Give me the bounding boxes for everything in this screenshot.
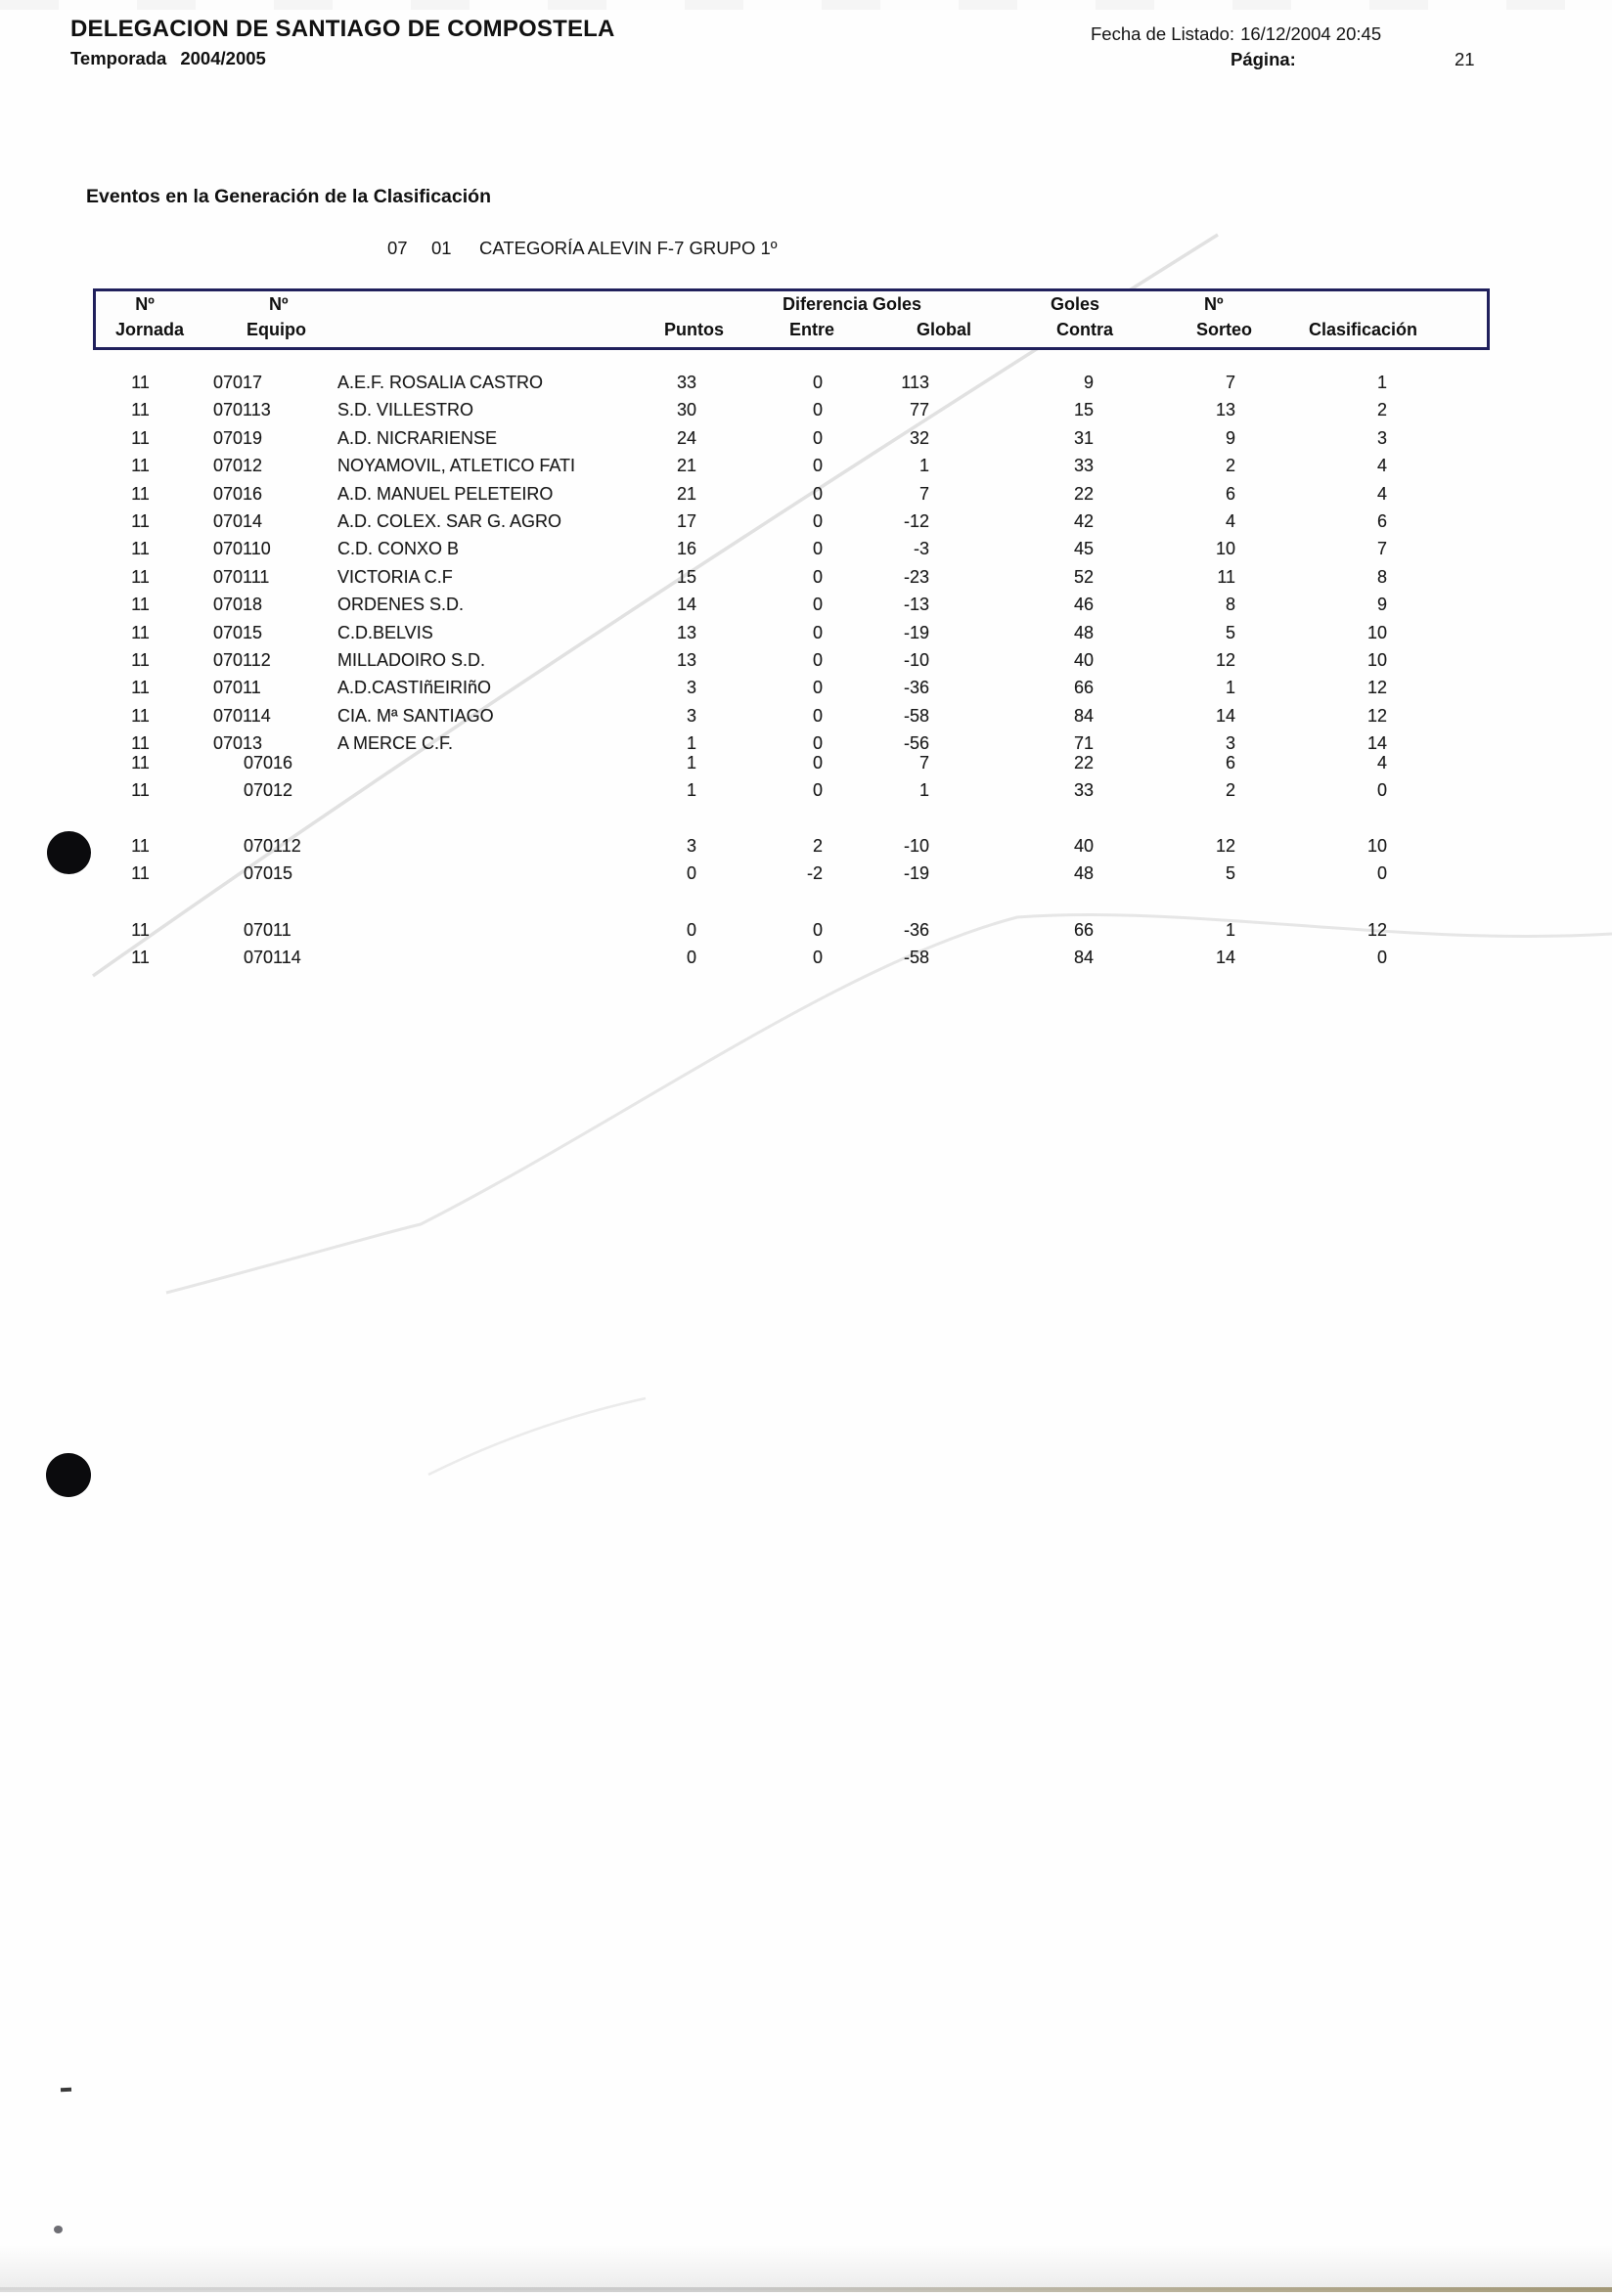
- table-row: [93, 916, 1490, 944]
- cell-sorteo: 4: [1225, 510, 1235, 531]
- table-row: [93, 452, 1490, 479]
- cell-sorteo: 11: [1217, 566, 1235, 587]
- cell-clasificacion: 0: [1376, 780, 1387, 801]
- pagina-label: Página:: [1231, 49, 1296, 69]
- col-header-sorteo-no: Nº: [1204, 294, 1224, 314]
- pagina-value: 21: [1455, 49, 1475, 69]
- table-row: [93, 396, 1490, 423]
- cell-team-name: C.D.BELVIS: [337, 622, 433, 642]
- cell-team-name: A.D.CASTIñEIRIñO: [337, 678, 492, 698]
- cell-diferencia-entre: 0: [812, 753, 823, 773]
- cell-equipo-number: 070114: [213, 705, 271, 726]
- cell-equipo-number: 07016: [213, 483, 263, 504]
- cell-jornada: 11: [131, 920, 150, 940]
- cell-team-name: [337, 944, 616, 971]
- cell-clasificacion: 10: [1366, 649, 1387, 670]
- cell-clasificacion: 2: [1376, 400, 1387, 420]
- cell-diferencia-global: -36: [903, 920, 929, 940]
- cell-jornada: 11: [131, 733, 150, 754]
- cell-sorteo: 2: [1225, 780, 1235, 801]
- cell-sorteo: 1: [1225, 920, 1235, 940]
- cell-goles-contra: 33: [1073, 456, 1094, 476]
- ink-dot-mark: [54, 2226, 63, 2233]
- cell-puntos: 3: [686, 836, 696, 856]
- cell-puntos: 0: [686, 863, 696, 884]
- cell-sorteo: 2: [1225, 456, 1235, 476]
- table-row: [93, 424, 1490, 452]
- cell-puntos: 30: [676, 400, 696, 420]
- hole-punch-mark-bottom: [46, 1453, 91, 1497]
- cell-equipo-number: 07013: [213, 733, 263, 754]
- col-header-sorteo: Sorteo: [1195, 320, 1252, 339]
- cell-diferencia-entre: -2: [806, 863, 823, 884]
- cell-clasificacion: 0: [1376, 863, 1387, 884]
- cell-equipo-number: 07019: [213, 427, 263, 448]
- cell-clasificacion: 4: [1376, 753, 1387, 773]
- table-row: [93, 508, 1490, 535]
- col-header-equipo: Equipo: [246, 320, 306, 339]
- cell-equipo-number: 070111: [213, 566, 270, 587]
- cell-goles-contra: 45: [1073, 539, 1094, 559]
- cell-diferencia-global: 77: [909, 400, 929, 420]
- cell-sorteo: 5: [1225, 863, 1235, 884]
- cell-diferencia-entre: 0: [812, 483, 823, 504]
- cell-puntos: 24: [676, 427, 696, 448]
- cell-diferencia-global: -56: [903, 733, 929, 754]
- temporada-label: Temporada: [70, 48, 167, 68]
- cell-puntos: 13: [676, 649, 696, 670]
- col-header-equipo-no: Nº: [269, 294, 289, 314]
- cell-goles-contra: 66: [1073, 678, 1094, 698]
- cell-sorteo: 12: [1215, 649, 1235, 670]
- cell-sorteo: 3: [1225, 733, 1235, 754]
- cell-diferencia-entre: 0: [812, 566, 823, 587]
- cell-diferencia-global: 7: [918, 753, 929, 773]
- cell-team-name: A MERCE C.F.: [337, 733, 454, 754]
- cell-team-name: [337, 860, 616, 887]
- cell-goles-contra: 71: [1073, 733, 1094, 754]
- cell-equipo-number: 07016: [244, 753, 293, 773]
- cell-equipo-number: 07014: [213, 510, 263, 531]
- cell-goles-contra: 40: [1073, 649, 1094, 670]
- col-header-clasificacion: Clasificación: [1309, 320, 1418, 339]
- col-header-goles: Goles: [1051, 294, 1100, 314]
- category-code-1: 07: [387, 238, 408, 258]
- table-header-box: [93, 288, 1490, 350]
- section-title: Eventos en la Generación de la Clasificación: [86, 186, 491, 207]
- cell-team-name: A.E.F. ROSALIA CASTRO: [337, 373, 544, 392]
- cell-jornada: 11: [131, 649, 150, 670]
- cell-diferencia-entre: 2: [812, 836, 823, 856]
- fecha-value: 16/12/2004 20:45: [1240, 23, 1382, 44]
- cell-jornada: 11: [131, 566, 150, 587]
- cell-sorteo: 7: [1225, 373, 1235, 392]
- cell-diferencia-global: -58: [903, 948, 929, 968]
- cell-puntos: 21: [676, 456, 696, 476]
- category-name: CATEGORÍA ALEVIN F-7 GRUPO 1º: [479, 238, 778, 258]
- cell-diferencia-global: 1: [918, 780, 929, 801]
- col-header-global: Global: [916, 320, 971, 339]
- cell-goles-contra: 40: [1073, 836, 1094, 856]
- cell-team-name: CIA. Mª SANTIAGO: [337, 705, 494, 726]
- cell-sorteo: 13: [1215, 400, 1235, 420]
- cell-diferencia-global: -23: [903, 566, 929, 587]
- document-title: DELEGACION DE SANTIAGO DE COMPOSTELA: [70, 16, 615, 42]
- cell-diferencia-entre: 0: [812, 649, 823, 670]
- cell-jornada: 11: [131, 705, 150, 726]
- cell-team-name: MILLADOIRO S.D.: [337, 649, 486, 670]
- cell-clasificacion: 12: [1366, 678, 1387, 698]
- cell-jornada: 11: [131, 456, 150, 476]
- cell-clasificacion: 3: [1376, 427, 1387, 448]
- cell-puntos: 16: [676, 539, 696, 559]
- table-row: [93, 674, 1490, 701]
- cell-clasificacion: 4: [1376, 483, 1387, 504]
- cell-equipo-number: 07011: [213, 678, 261, 698]
- cell-team-name: A.D. NICRARIENSE: [337, 427, 498, 448]
- cell-diferencia-entre: 0: [812, 539, 823, 559]
- standings-block-4: [93, 916, 1490, 972]
- col-header-diferencia-goles: Diferencia Goles: [783, 294, 922, 314]
- cell-puntos: 0: [686, 920, 696, 940]
- cell-clasificacion: 7: [1376, 539, 1387, 559]
- cell-goles-contra: 33: [1073, 780, 1094, 801]
- cell-diferencia-global: 32: [909, 427, 929, 448]
- cell-equipo-number: 070112: [244, 836, 301, 856]
- cell-clasificacion: 12: [1366, 920, 1387, 940]
- cell-clasificacion: 14: [1366, 733, 1387, 754]
- cell-team-name: [337, 776, 616, 804]
- cell-puntos: 17: [676, 510, 696, 531]
- cell-clasificacion: 4: [1376, 456, 1387, 476]
- temporada-value: 2004/2005: [180, 48, 266, 68]
- cell-puntos: 1: [686, 780, 696, 801]
- cell-jornada: 11: [131, 483, 150, 504]
- cell-sorteo: 12: [1215, 836, 1235, 856]
- cell-diferencia-entre: 0: [812, 920, 823, 940]
- cell-team-name: A.D. MANUEL PELETEIRO: [337, 483, 554, 504]
- cell-equipo-number: 070114: [244, 948, 301, 968]
- table-row: [93, 619, 1490, 646]
- cell-sorteo: 9: [1225, 427, 1235, 448]
- cell-jornada: 11: [131, 753, 150, 773]
- cell-jornada: 11: [131, 863, 150, 884]
- cell-sorteo: 5: [1225, 622, 1235, 642]
- cell-team-name: A.D. COLEX. SAR G. AGRO: [337, 510, 562, 531]
- cell-goles-contra: 42: [1073, 510, 1094, 531]
- table-row: [93, 646, 1490, 674]
- cell-team-name: NOYAMOVIL, ATLETICO FATI: [337, 456, 576, 476]
- cell-clasificacion: 10: [1366, 836, 1387, 856]
- cell-diferencia-global: -13: [903, 595, 929, 615]
- table-row: [93, 369, 1490, 396]
- cell-equipo-number: 07012: [244, 780, 293, 801]
- cell-diferencia-global: -19: [903, 863, 929, 884]
- cell-goles-contra: 84: [1073, 948, 1094, 968]
- cell-sorteo: 6: [1225, 753, 1235, 773]
- cell-diferencia-entre: 0: [812, 780, 823, 801]
- cell-jornada: 11: [131, 678, 150, 698]
- cell-diferencia-global: -19: [903, 622, 929, 642]
- cell-clasificacion: 8: [1376, 566, 1387, 587]
- cell-jornada: 11: [131, 427, 150, 448]
- cell-equipo-number: 070112: [213, 649, 271, 670]
- standings-block-main: [93, 369, 1490, 757]
- cell-clasificacion: 12: [1366, 705, 1387, 726]
- cell-puntos: 0: [686, 948, 696, 968]
- fecha-label: Fecha de Listado:: [1091, 23, 1235, 44]
- cell-goles-contra: 48: [1073, 622, 1094, 642]
- cell-puntos: 3: [686, 678, 696, 698]
- cell-diferencia-global: 1: [918, 456, 929, 476]
- cell-sorteo: 8: [1225, 595, 1235, 615]
- category-code-2: 01: [431, 238, 452, 258]
- hole-punch-mark-top: [47, 831, 91, 874]
- cell-team-name: [337, 916, 616, 944]
- scan-edge-top-artifact: [0, 0, 1612, 10]
- table-row: [93, 563, 1490, 591]
- table-row: [93, 749, 1490, 776]
- cell-puntos: 21: [676, 483, 696, 504]
- cell-puntos: 15: [676, 566, 696, 587]
- cell-diferencia-entre: 0: [812, 595, 823, 615]
- cell-diferencia-entre: 0: [812, 705, 823, 726]
- table-row: [93, 535, 1490, 562]
- cell-equipo-number: 07018: [213, 595, 263, 615]
- cell-diferencia-entre: 0: [812, 678, 823, 698]
- cell-jornada: 11: [131, 510, 150, 531]
- table-row: [93, 591, 1490, 618]
- cell-goles-contra: 46: [1073, 595, 1094, 615]
- col-header-contra: Contra: [1056, 320, 1113, 339]
- cell-sorteo: 6: [1225, 483, 1235, 504]
- scan-edge-bottom-line: [0, 2287, 1612, 2292]
- cell-puntos: 13: [676, 622, 696, 642]
- cell-jornada: 11: [131, 539, 150, 559]
- cell-sorteo: 1: [1225, 678, 1235, 698]
- cell-diferencia-global: 7: [918, 483, 929, 504]
- cell-jornada: 11: [131, 836, 150, 856]
- cell-sorteo: 10: [1215, 539, 1235, 559]
- cell-goles-contra: 48: [1073, 863, 1094, 884]
- cell-diferencia-entre: 0: [812, 373, 823, 392]
- cell-puntos: 1: [686, 753, 696, 773]
- cell-diferencia-global: 113: [901, 373, 929, 392]
- cell-goles-contra: 84: [1073, 705, 1094, 726]
- cell-diferencia-global: -12: [903, 510, 929, 531]
- cell-jornada: 11: [131, 400, 150, 420]
- cell-diferencia-entre: 0: [812, 948, 823, 968]
- cell-puntos: 3: [686, 705, 696, 726]
- cell-clasificacion: 0: [1376, 948, 1387, 968]
- cell-equipo-number: 07012: [213, 456, 263, 476]
- col-header-jornada: Jornada: [114, 320, 185, 339]
- col-header-entre: Entre: [788, 320, 834, 339]
- cell-diferencia-global: -10: [903, 649, 929, 670]
- cell-clasificacion: 1: [1376, 373, 1387, 392]
- cell-jornada: 11: [131, 622, 150, 642]
- cell-sorteo: 14: [1215, 705, 1235, 726]
- cell-goles-contra: 15: [1073, 400, 1094, 420]
- table-row: [93, 944, 1490, 971]
- cell-diferencia-entre: 0: [812, 733, 823, 754]
- table-row: [93, 702, 1490, 729]
- cell-equipo-number: 07011: [244, 920, 291, 940]
- scan-edge-bottom-noise: [0, 2245, 1612, 2290]
- cell-diferencia-entre: 0: [812, 510, 823, 531]
- cell-diferencia-entre: 0: [812, 400, 823, 420]
- cell-diferencia-entre: 0: [812, 456, 823, 476]
- cell-clasificacion: 9: [1376, 595, 1387, 615]
- table-row: [93, 776, 1490, 804]
- cell-clasificacion: 6: [1376, 510, 1387, 531]
- standings-block-2: [93, 749, 1490, 805]
- cell-diferencia-global: -10: [903, 836, 929, 856]
- cell-goles-contra: 52: [1073, 566, 1094, 587]
- cell-goles-contra: 9: [1083, 373, 1094, 392]
- cell-goles-contra: 22: [1073, 483, 1094, 504]
- cell-equipo-number: 070110: [213, 539, 271, 559]
- cell-equipo-number: 07017: [213, 373, 263, 392]
- cell-team-name: S.D. VILLESTRO: [337, 400, 474, 420]
- cell-puntos: 14: [676, 595, 696, 615]
- standings-block-3: [93, 832, 1490, 888]
- col-header-jornada-no: Nº: [135, 294, 155, 314]
- cell-jornada: 11: [131, 948, 150, 968]
- cell-equipo-number: 070113: [213, 400, 271, 420]
- pen-dash-mark: [61, 2088, 71, 2092]
- table-row: [93, 860, 1490, 887]
- fecha-listado-line: [1091, 23, 1381, 45]
- cell-team-name: VICTORIA C.F: [337, 566, 453, 587]
- cell-team-name: [337, 749, 616, 776]
- temporada-line: [70, 48, 266, 69]
- cell-goles-contra: 31: [1073, 427, 1094, 448]
- cell-jornada: 11: [131, 595, 150, 615]
- cell-team-name: [337, 832, 616, 860]
- cell-puntos: 33: [676, 373, 696, 392]
- cell-goles-contra: 22: [1073, 753, 1094, 773]
- cell-diferencia-entre: 0: [812, 622, 823, 642]
- cell-equipo-number: 07015: [213, 622, 263, 642]
- cell-team-name: ORDENES S.D.: [337, 595, 465, 615]
- cell-sorteo: 14: [1215, 948, 1235, 968]
- cell-puntos: 1: [686, 733, 696, 754]
- cell-clasificacion: 10: [1366, 622, 1387, 642]
- cell-equipo-number: 07015: [244, 863, 293, 884]
- col-header-puntos: Puntos: [664, 320, 724, 339]
- cell-jornada: 11: [131, 780, 150, 801]
- cell-diferencia-global: -36: [903, 678, 929, 698]
- category-line: [0, 238, 1612, 263]
- cell-goles-contra: 66: [1073, 920, 1094, 940]
- cell-jornada: 11: [131, 373, 150, 392]
- cell-team-name: C.D. CONXO B: [337, 539, 460, 559]
- cell-diferencia-global: -3: [913, 539, 929, 559]
- cell-diferencia-global: -58: [903, 705, 929, 726]
- table-row: [93, 480, 1490, 508]
- cell-diferencia-entre: 0: [812, 427, 823, 448]
- table-row: [93, 832, 1490, 860]
